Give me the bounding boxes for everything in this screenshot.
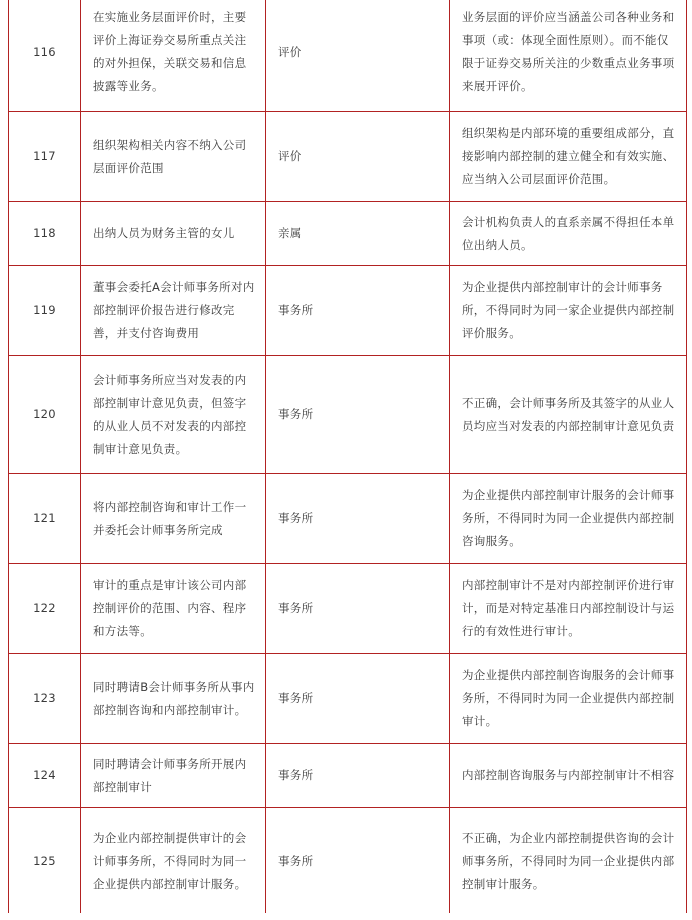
explanation-cell: 组织架构是内部环境的重要组成部分，直接影响内部控制的建立健全和有效实施、应当纳入公司层面评价范围。: [450, 112, 687, 202]
table-row: [9, 474, 687, 564]
table-row: [9, 266, 687, 356]
explanation-cell: 为企业提供内部控制审计的会计师事务所，不得同时为同一家企业提供内部控制评价服务。: [450, 266, 687, 356]
category-cell: 事务所: [266, 808, 450, 916]
category-cell: 事务所: [266, 474, 450, 564]
explanation-cell: 内部控制审计不是对内部控制评价进行审计，而是对特定基准日内部控制设计与运行的有效性进行审计。: [450, 564, 687, 654]
row-number: 117: [9, 112, 81, 202]
row-number: 124: [9, 744, 81, 808]
category-cell: 评价: [266, 112, 450, 202]
row-number: 121: [9, 474, 81, 564]
explanation-cell: 为企业提供内部控制咨询服务的会计师事务所，不得同时为同一企业提供内部控制审计。: [450, 654, 687, 744]
row-number: 120: [9, 356, 81, 474]
issue-cell: 将内部控制咨询和审计工作一并委托会计师事务所完成: [81, 474, 266, 564]
table-row: [9, 564, 687, 654]
category-cell: 事务所: [266, 266, 450, 356]
issue-cell: 组织架构相关内容不纳入公司层面评价范围: [81, 112, 266, 202]
explanation-cell: 不正确，为企业内部控制提供咨询的会计师事务所，不得同时为同一企业提供内部控制审计服务。: [450, 808, 687, 916]
row-number: 122: [9, 564, 81, 654]
category-cell: 事务所: [266, 654, 450, 744]
category-cell: 亲属: [266, 202, 450, 266]
table-body: [9, 0, 687, 916]
table-row: [9, 356, 687, 474]
issue-cell: 同时聘请会计师事务所开展内部控制审计: [81, 744, 266, 808]
issue-cell: 为企业内部控制提供审计的会计师事务所，不得同时为同一企业提供内部控制审计服务。: [81, 808, 266, 916]
category-cell: 事务所: [266, 564, 450, 654]
row-number: 119: [9, 266, 81, 356]
row-number: 118: [9, 202, 81, 266]
explanation-cell: 内部控制咨询服务与内部控制审计不相容: [450, 744, 687, 808]
category-cell: 评价: [266, 0, 450, 112]
row-number: 116: [9, 0, 81, 112]
explanation-cell: 不正确，会计师事务所及其签字的从业人员均应当对发表的内部控制审计意见负责: [450, 356, 687, 474]
category-cell: 事务所: [266, 356, 450, 474]
table-row: [9, 0, 687, 112]
explanation-cell: 会计机构负责人的直系亲属不得担任本单位出纳人员。: [450, 202, 687, 266]
category-cell: 事务所: [266, 744, 450, 808]
row-number: 125: [9, 808, 81, 916]
explanation-cell: 业务层面的评价应当涵盖公司各种业务和事项（或：体现全面性原则）。而不能仅限于证券交易所关注的少数重点业务事项来展开评价。: [450, 0, 687, 112]
issue-cell: 审计的重点是审计该公司内部控制评价的范围、内容、程序和方法等。: [81, 564, 266, 654]
internal-control-table: [8, 0, 687, 916]
bottom-edge: [0, 913, 692, 920]
row-number: 123: [9, 654, 81, 744]
table-row: [9, 808, 687, 916]
table-row: [9, 744, 687, 808]
table-row: [9, 112, 687, 202]
issue-cell: 董事会委托A会计师事务所对内部控制评价报告进行修改完善，并支付咨询费用: [81, 266, 266, 356]
explanation-cell: 为企业提供内部控制审计服务的会计师事务所，不得同时为同一企业提供内部控制咨询服务。: [450, 474, 687, 564]
table-row: [9, 654, 687, 744]
issue-cell: 会计师事务所应当对发表的内部控制审计意见负责，但签字的从业人员不对发表的内部控制审计意见负责。: [81, 356, 266, 474]
issue-cell: 在实施业务层面评价时，主要评价上海证券交易所重点关注的对外担保，关联交易和信息披露等业务。: [81, 0, 266, 112]
table-row: [9, 202, 687, 266]
issue-cell: 出纳人员为财务主管的女儿: [81, 202, 266, 266]
issue-cell: 同时聘请B会计师事务所从事内部控制咨询和内部控制审计。: [81, 654, 266, 744]
